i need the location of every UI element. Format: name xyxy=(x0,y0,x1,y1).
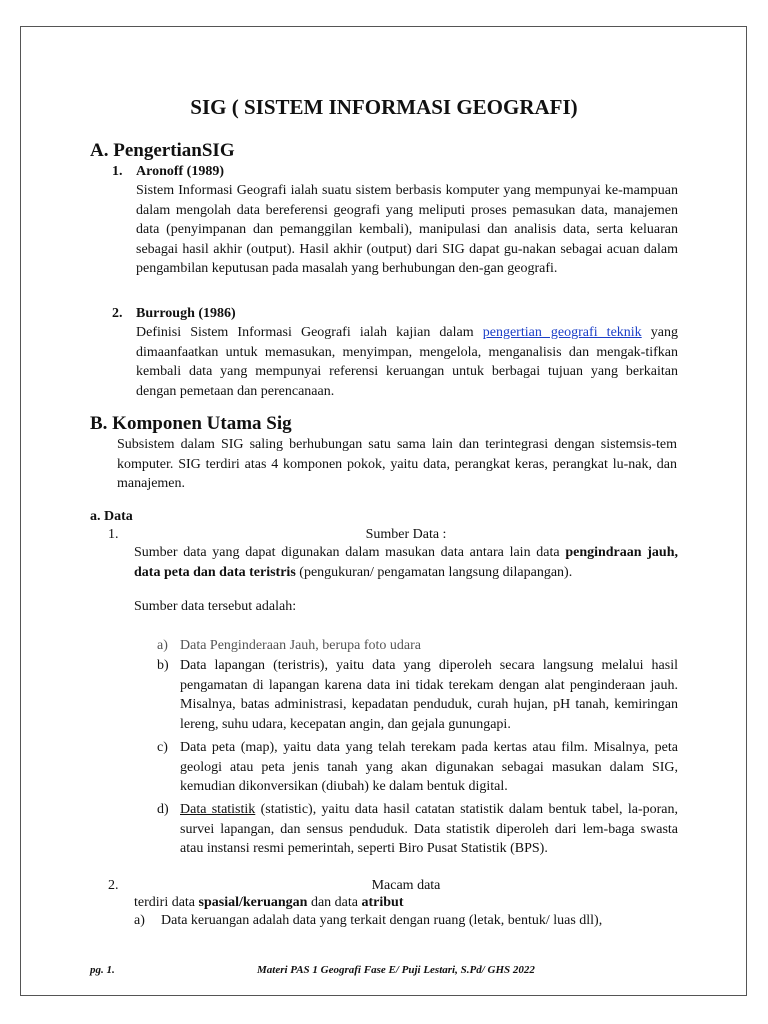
item-2-heading: Burrough (1986) xyxy=(136,306,236,321)
list-item-a-label: a) xyxy=(157,638,168,653)
list-item-b-label: b) xyxy=(157,658,169,673)
item-1-number: 1. xyxy=(112,164,123,179)
data-item-1-number: 1. xyxy=(108,527,119,542)
list-item-b-text: Data lapangan (teristris), yaitu data yang diperoleh secara langsung melalui hasil pengamatan di lapangan karena data ini tidak terekam dengan alat penginderaan jauh. Misalnya, batas administrasi, kepadatan penduduk, curah hujan, pH tanah, kemiringan lereng, suhu udara, kecepatan angin, dan gejala gunungapi. xyxy=(180,658,678,732)
macam-data-sub-text: Data keruangan adalah data yang terkait dengan ruang (letak, bentuk/ luas dll), xyxy=(161,913,603,928)
geografi-teknik-link[interactable]: pengertian geografi teknik xyxy=(482,325,642,340)
section-b-intro: Subsistem dalam SIG saling berhubungan satu sama lain dan terintegrasi dengan sistemsis-tem komputer. SIG terdiri atas 4 komponen pokok, yaitu data, perangkat keras, perangkat lu-nak, dan manajemen. xyxy=(117,437,677,492)
item-2-number: 2. xyxy=(112,306,123,321)
section-b-heading: B. Komponen Utama Sig xyxy=(90,413,292,434)
item-1-heading: Aronoff (1989) xyxy=(136,164,225,179)
list-item-c-label: c) xyxy=(157,740,168,755)
data-item-2-number: 2. xyxy=(108,878,119,893)
item-1-text: Sistem Informasi Geografi ialah suatu sistem berbasis komputer yang mempunyai ke-mampuan dalam mengolah data bereferensi geografi yang meliputi proses pemasukan data, manajemen data (penyimpanan dan pemanggilan kembali), manipulasi dan analisis data, serta keluaran sebagai hasil akhir (output). Hasil akhir (output) dari SIG dapat gu-nakan sebagai acuan dalam pengambilan keputusan pada masalah yang berhubungan den-gan geografi. xyxy=(136,183,678,277)
list-item-d-label: d) xyxy=(157,802,169,817)
sumber-data-heading: Sumber Data : xyxy=(365,527,447,542)
item-2-text: Definisi Sistem Informasi Geografi ialah kajian dalam pengertian geografi teknik yang dimaanfaatkan untuk memasukan, menyimpan, mengelola, menganalisis dan mengak-tifkan kembali data yang mempunyai referensi keruangan untuk berbagai tujuan yang berkaitan dengan pemetaan dan perencanaan. xyxy=(136,325,679,399)
sumber-data-intro: Sumber data tersebut adalah: xyxy=(134,599,297,614)
macam-data-sub-label: a) xyxy=(134,913,145,928)
list-item-c-text: Data peta (map), yaitu data yang telah terekam pada kertas atau film. Misalnya, peta geologi atau peta jenis tanah yang akan digunakan sebagai masukan dalam SIG, kemudian dikonversikan (diubah) ke dalam bentuk digital. xyxy=(180,740,678,795)
list-item-a-text: Data Penginderaan Jauh, berupa foto udara xyxy=(180,638,422,653)
footer-source: Materi PAS 1 Geografi Fase E/ Puji Lestari, S.Pd/ GHS 2022 xyxy=(257,964,535,976)
sumber-data-paragraph: Sumber data yang dapat digunakan dalam masukan data antara lain data pengindraan jauh, data peta dan data teristris (pengukuran/ pengamatan langsung dilapangan). xyxy=(134,545,679,580)
sub-a-heading: a. Data xyxy=(90,509,133,524)
section-a-heading: A. PengertianSIG xyxy=(90,140,235,161)
footer-page-number: pg. 1. xyxy=(90,964,115,976)
macam-data-heading: Macam data xyxy=(371,878,441,893)
page-title: SIG ( SISTEM INFORMASI GEOGRAFI) xyxy=(190,95,578,119)
macam-data-line: terdiri data spasial/keruangan dan data atribut xyxy=(134,895,404,910)
list-item-d-text: Data statistik (statistic), yaitu data hasil catatan statistik dalam bentuk tabel, la-poran, survei lapangan, dan sensus penduduk. Data statistik diperoleh dari lem-baga swasta atau instansi resmi pemerintah, seperti Biro Pusat Statistik (BPS). xyxy=(180,802,678,857)
data-statistik-term: Data statistik xyxy=(180,802,256,817)
